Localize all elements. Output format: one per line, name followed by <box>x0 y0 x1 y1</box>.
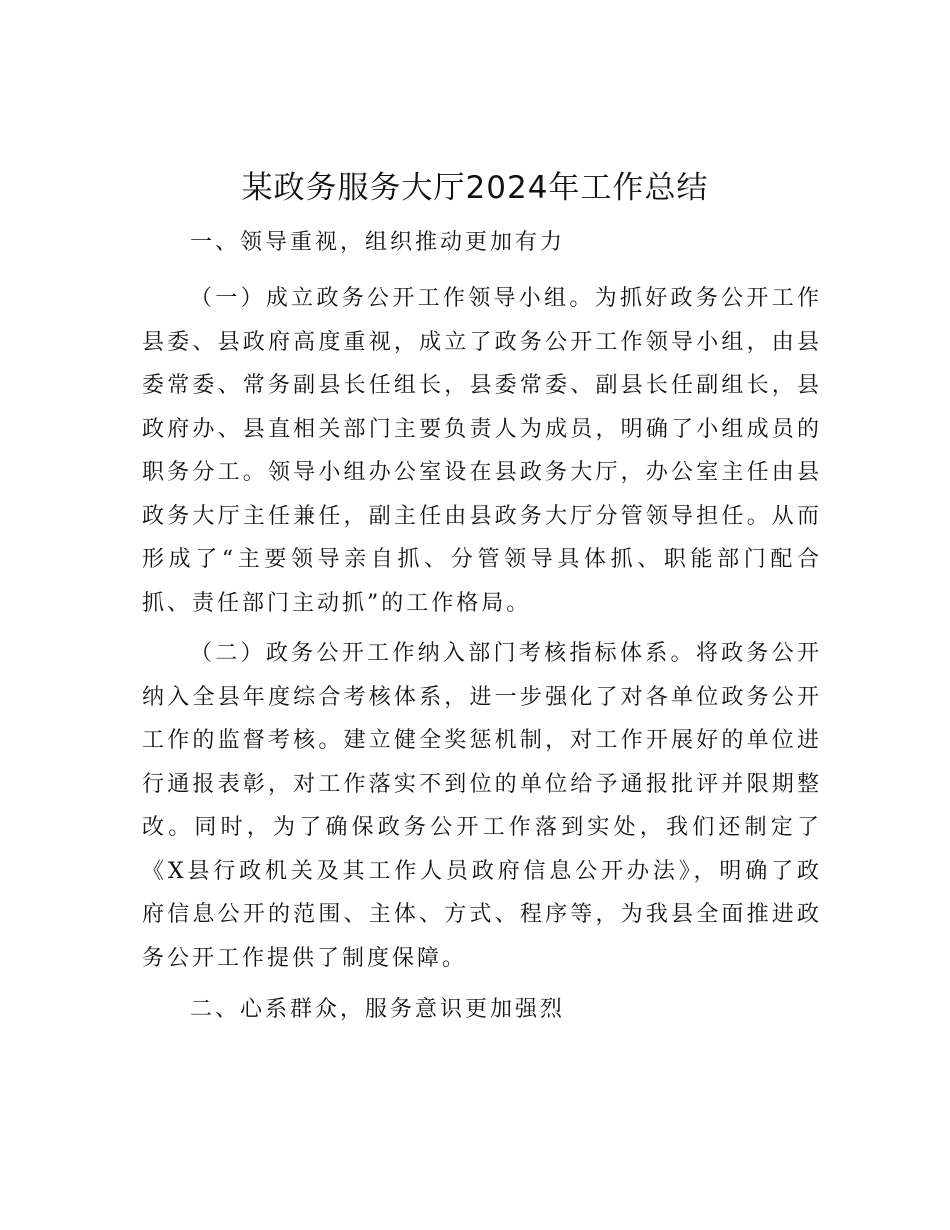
paragraph-1: （一）成立政务公开工作领导小组。为抓好政务公开工作县委、县政府高度重视，成立了政务公开工作领导小组，由县委常委、常务副县长任组长，县委常委、副县长任副组长，县政府办、县直相关部门主要负责人为成员，明确了小组成员的职务分工。领导小组办公室设在县政务大厅，办公室主任由县政务大厅主任兼任，副主任由县政务大厅分管领导担任。从而形成了“主要领导亲自抓、分管领导具体抓、职能部门配合抓、责任部门主动抓”的工作格局。 <box>142 286 822 616</box>
section-heading-1: 一、领导重视，组织推动更加有力 <box>190 230 566 255</box>
section-heading-2: 二、心系群众，服务意识更加强烈 <box>190 997 566 1022</box>
paragraph-2: （二）政务公开工作纳入部门考核指标体系。将政务公开纳入全县年度综合考核体系，进一步强化了对各单位政务公开工作的监督考核。建立健全奖惩机制，对工作开展好的单位进行通报表彰，对工作落实不到位的单位给予通报批评并限期整改。同时，为了确保政务公开工作落到实处，我们还制定了《X县行政机关及其工作人员政府信息公开办法》，明确了政府信息公开的范围、主体、方式、程序等，为我县全面推进政务公开工作提供了制度保障。 <box>142 641 822 971</box>
document-title: 某政务服务大厅2024年工作总结 <box>241 170 709 206</box>
